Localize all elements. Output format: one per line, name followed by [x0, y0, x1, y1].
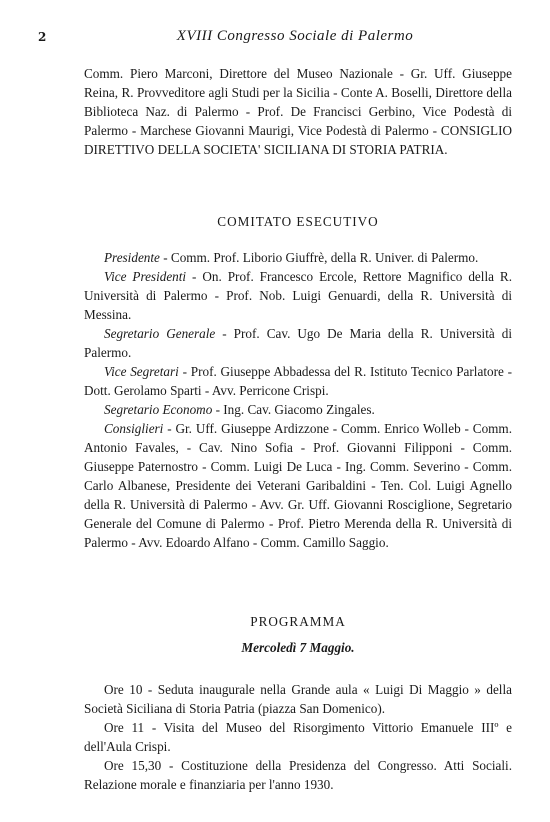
- role-label: Segretario Generale: [104, 326, 216, 341]
- role-label: Vice Presidenti: [104, 269, 187, 284]
- comitato-entry-segretario-generale: [84, 324, 512, 362]
- entry-text: - Comm. Prof. Liborio Giuffrè, della R. Univer. di Palermo.: [159, 250, 479, 265]
- programma-list: [84, 680, 512, 794]
- entry-text: - Ing. Cav. Giacomo Zingales.: [212, 402, 375, 417]
- entry-text: - Gr. Uff. Giuseppe Ardizzone - Comm. Enrico Wolleb - Comm. Antonio Favales, - Cav. Nino Sofia - Prof. Giovanni Filipponi - Comm. Giuseppe Paternostro - Comm. Luigi De Luca - Ing. Comm. Severino - Comm. Carlo Albanese, Presidente dei Veterani Garibaldini - Ten. Col. Luigi Agnello della R. Università di Palermo - Avv. Gr. Uff. Giovanni Rosciglione, Segretario Generale del Comune di Palermo - Prof. Pietro Merenda della R. Università di Palermo - Avv. Edoardo Alfano - Comm. Camillo Saggio.: [84, 421, 512, 550]
- comitato-entry-consiglieri: [84, 419, 512, 552]
- entry-text: - Prof. Giuseppe Abbadessa del R. Istituto Tecnico Parlatore - Dott. Gerolamo Sparti - Avv. Perricone Crispi.: [84, 364, 512, 398]
- programma-item: Ore 10 - Seduta inaugurale nella Grande aula « Luigi Di Maggio » della Società Siciliana di Storia Patria (piazza San Domenico).: [84, 682, 512, 716]
- entry-text: - On. Prof. Francesco Ercole, Rettore Magnifico della R. Università di Palermo - Prof. Nob. Luigi Genuardi, della R. Università di Messina.: [84, 269, 512, 322]
- comitato-entry-vice-presidenti: [84, 267, 512, 324]
- page-header: [0, 28, 550, 48]
- role-label: Segretario Economo: [104, 402, 213, 417]
- entry-text: - Prof. Cav. Ugo De Maria della R. Università di Palermo.: [84, 326, 512, 360]
- page-number: 2: [38, 30, 47, 44]
- programma-heading: PROGRAMMA: [250, 614, 346, 629]
- comitato-entry-segretario-economo: [84, 400, 512, 419]
- role-label: Vice Segretari: [104, 364, 179, 379]
- programma-day: Mercoledì 7 Maggio.: [241, 640, 355, 655]
- comitato-list: [84, 248, 512, 552]
- role-label: Consiglieri: [104, 421, 164, 436]
- programma-item: Ore 11 - Visita del Museo del Risorgimento Vittorio Emanuele IIIº e dell'Aula Crispi.: [84, 720, 512, 754]
- programma-item: Ore 15,30 - Costituzione della Presidenza del Congresso. Atti Sociali. Relazione morale e finanziaria per l'anno 1930.: [84, 758, 512, 792]
- intro-paragraph: Comm. Piero Marconi, Direttore del Museo Nazionale - Gr. Uff. Giuseppe Reina, R. Provveditore agli Studi per la Sicilia - Conte A. Boselli, Direttore della Biblioteca Naz. di Palermo - Prof. De Francisci Gerbino, Vice Podestà di Palermo - Marchese Giovanni Maurigi, Vice Podestà di Palermo - CONSIGLIO DIRETTIVO DELLA SOCIETA' SICILIANA DI STORIA PATRIA.: [84, 66, 512, 157]
- running-head: XVIII Congresso Sociale di Palermo: [176, 28, 414, 44]
- comitato-heading: COMITATO ESECUTIVO: [217, 214, 379, 229]
- role-label: Presidente: [104, 250, 160, 265]
- comitato-entry-presidente: [84, 248, 512, 267]
- comitato-entry-vice-segretari: [84, 362, 512, 400]
